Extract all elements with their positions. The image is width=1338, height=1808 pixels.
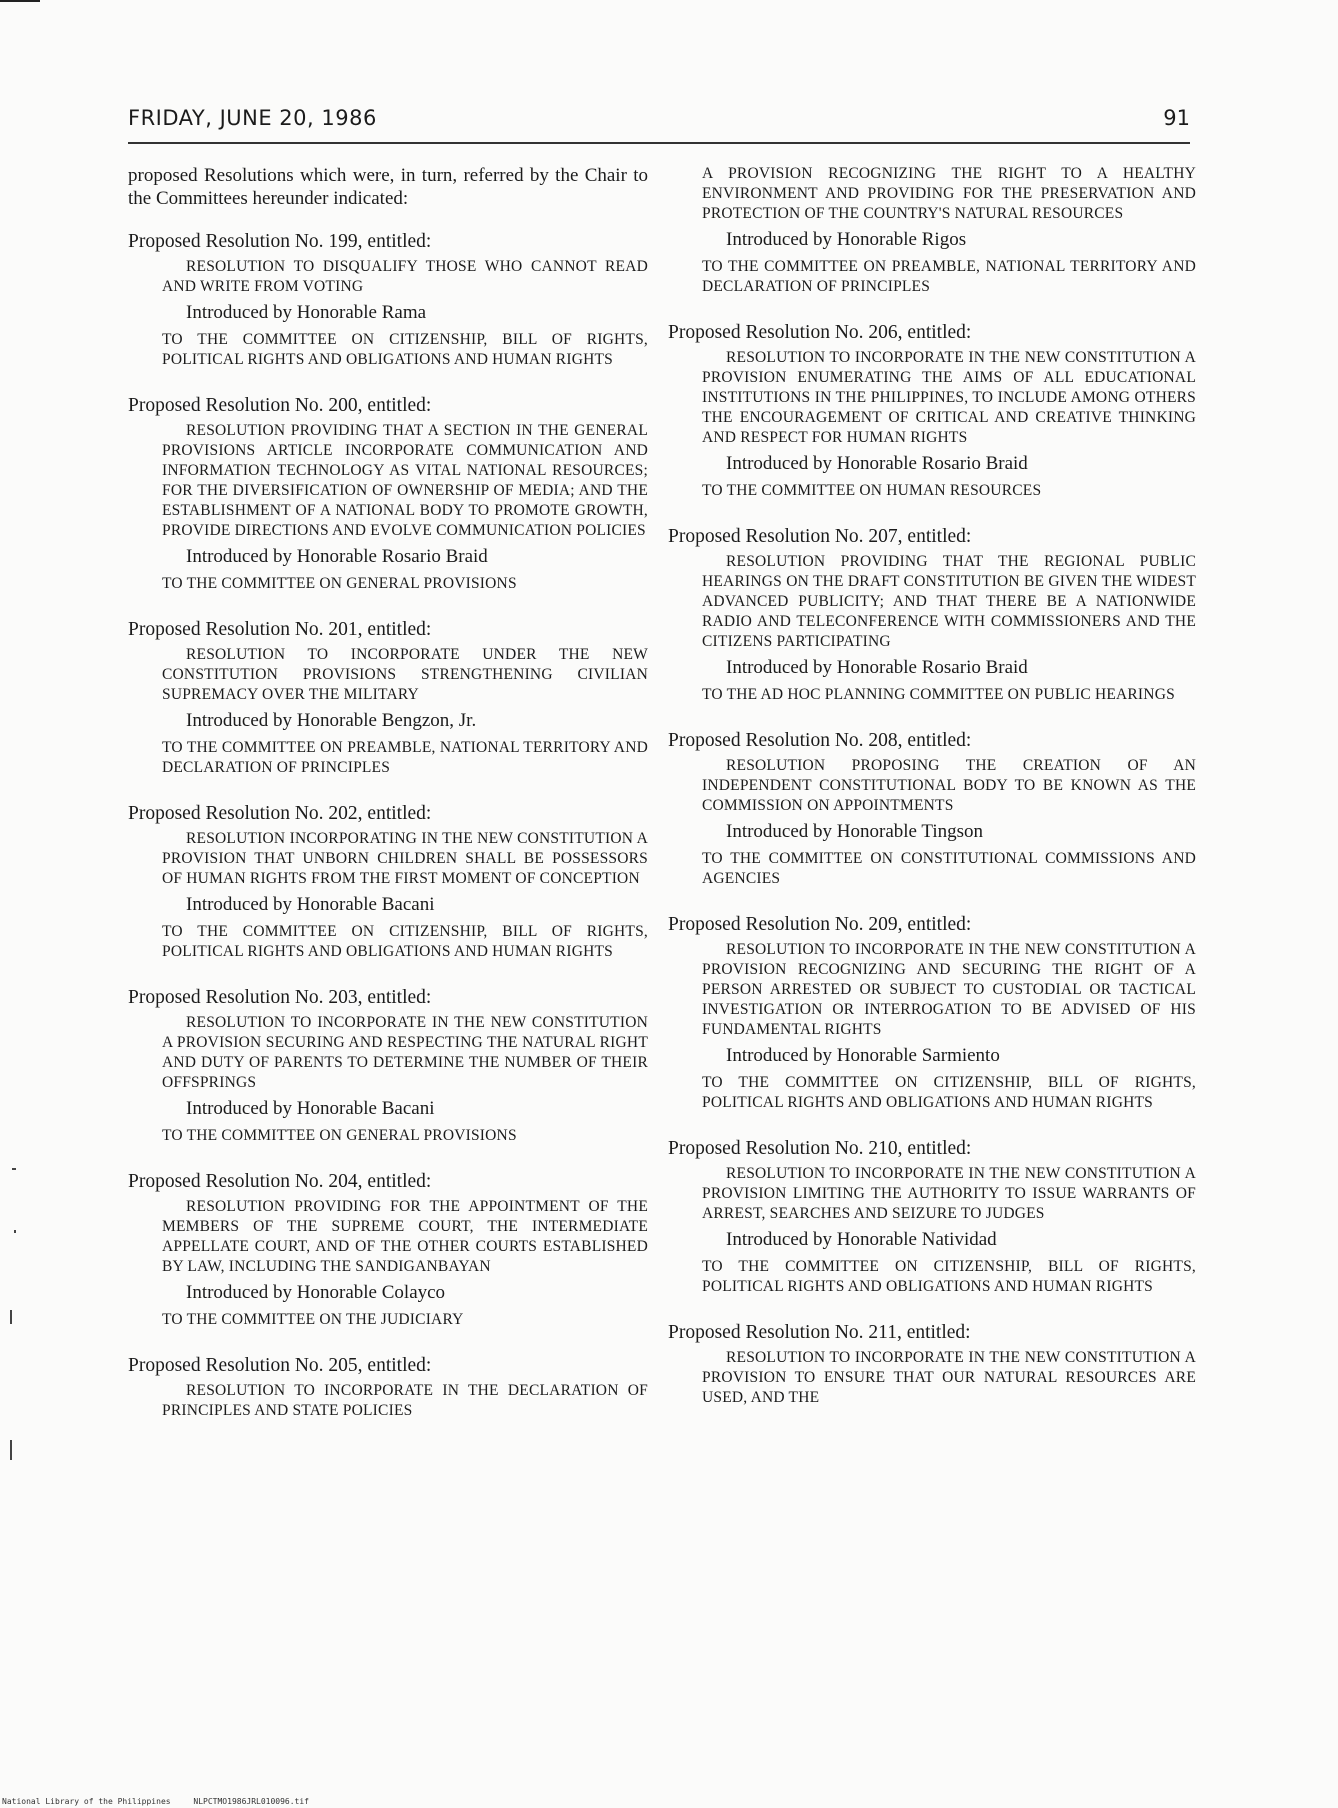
resolution-committee: TO THE COMMITTEE ON GENERAL PROVISIONS xyxy=(162,575,517,592)
scan-corner-mark xyxy=(0,0,40,2)
resolution-entry-204 xyxy=(128,1170,648,1330)
resolution-title: RESOLUTION TO INCORPORATE IN THE NEW CONSTITUTION A PROVISION ENUMERATING THE AIMS OF ALL EDUCATIONAL INSTITUTIONS IN THE PHILIPPINES, TO INCLUDE AMONG OTHERS THE ENCOURAGEMENT OF CRITICAL AND CREATIVE THINKING AND RESPECT FOR HUMAN RIGHTS xyxy=(702,349,1196,446)
resolution-title: RESOLUTION TO INCORPORATE IN THE DECLARATION OF PRINCIPLES AND STATE POLICIES xyxy=(162,1382,648,1419)
resolution-introducer: Introduced by Honorable Rosario Braid xyxy=(726,453,1028,474)
intro-paragraph: proposed Resolutions which were, in turn, referred by the Chair to the Committees hereunder indicated: xyxy=(128,165,648,209)
resolution-title: RESOLUTION TO INCORPORATE IN THE NEW CONSTITUTION A PROVISION SECURING AND RESPECTING THE NATURAL RIGHT AND DUTY OF PARENTS TO DETERMINE THE NUMBER OF THEIR OFFSPRINGS xyxy=(162,1014,648,1091)
resolution-introducer: Introduced by Honorable Bacani xyxy=(186,1098,435,1119)
scan-footer xyxy=(2,1797,327,1806)
resolution-introducer: Introduced by Honorable Colayco xyxy=(186,1282,446,1303)
resolution-heading: Proposed Resolution No. 199, entitled: xyxy=(128,231,432,252)
resolution-heading: Proposed Resolution No. 210, entitled: xyxy=(668,1138,972,1159)
resolution-committee: TO THE AD HOC PLANNING COMMITTEE ON PUBLIC HEARINGS xyxy=(702,686,1175,703)
resolution-title: RESOLUTION PROVIDING THAT A SECTION IN THE GENERAL PROVISIONS ARTICLE INCORPORATE COMMUNICATION AND INFORMATION TECHNOLOGY AS VITAL NATIONAL RESOURCES; FOR THE DIVERSIFICATION OF OWNERSHIP OF MEDIA; AND THE ESTABLISHMENT OF A NATIONAL BODY TO PROMOTE GROWTH, PROVIDE DIRECTIONS AND EVOLVE COMMUNICATION POLICIES xyxy=(162,422,648,539)
resolution-entry-207 xyxy=(668,525,1196,705)
resolution-entry-202 xyxy=(128,802,648,962)
resolution-introducer: Introduced by Honorable Rigos xyxy=(726,229,967,250)
page-header xyxy=(128,106,1190,142)
page-number: 91 xyxy=(1163,106,1190,130)
left-column xyxy=(128,164,648,1445)
resolution-entry-211 xyxy=(668,1321,1196,1408)
resolution-committee: TO THE COMMITTEE ON CITIZENSHIP, BILL OF RIGHTS, POLITICAL RIGHTS AND OBLIGATIONS AND HUMAN RIGHTS xyxy=(162,331,648,368)
resolution-introducer: Introduced by Honorable Sarmiento xyxy=(726,1045,1000,1066)
resolution-title-continued: A PROVISION RECOGNIZING THE RIGHT TO A HEALTHY ENVIRONMENT AND PROVIDING FOR THE PRESERVATION AND PROTECTION OF THE COUNTRY'S NATURAL RESOURCES xyxy=(702,165,1196,222)
scan-speck xyxy=(14,1230,16,1233)
resolution-title: RESOLUTION INCORPORATING IN THE NEW CONSTITUTION A PROVISION THAT UNBORN CHILDREN SHALL BE POSSESSORS OF HUMAN RIGHTS FROM THE FIRST MOMENT OF CONCEPTION xyxy=(162,830,648,887)
resolution-introducer: Introduced by Honorable Bengzon, Jr. xyxy=(186,710,477,731)
resolution-heading: Proposed Resolution No. 203, entitled: xyxy=(128,987,432,1008)
resolution-heading: Proposed Resolution No. 211, entitled: xyxy=(668,1322,971,1343)
resolution-title: RESOLUTION TO DISQUALIFY THOSE WHO CANNOT READ AND WRITE FROM VOTING xyxy=(162,258,648,295)
resolution-committee: TO THE COMMITTEE ON CONSTITUTIONAL COMMISSIONS AND AGENCIES xyxy=(702,850,1196,887)
resolution-title: RESOLUTION TO INCORPORATE UNDER THE NEW CONSTITUTION PROVISIONS STRENGTHENING CIVILIAN SUPREMACY OVER THE MILITARY xyxy=(162,646,648,703)
resolution-heading: Proposed Resolution No. 204, entitled: xyxy=(128,1171,432,1192)
resolution-introducer: Introduced by Honorable Natividad xyxy=(726,1229,997,1250)
resolution-entry-208 xyxy=(668,729,1196,889)
resolution-committee: TO THE COMMITTEE ON HUMAN RESOURCES xyxy=(702,482,1042,499)
resolution-entry-205-continued xyxy=(668,164,1196,297)
scan-speck xyxy=(12,1168,16,1170)
resolution-heading: Proposed Resolution No. 201, entitled: xyxy=(128,619,432,640)
resolution-introducer: Introduced by Honorable Rosario Braid xyxy=(186,546,488,567)
resolution-heading: Proposed Resolution No. 200, entitled: xyxy=(128,395,432,416)
resolution-heading: Proposed Resolution No. 205, entitled: xyxy=(128,1355,432,1376)
resolution-entry-205 xyxy=(128,1354,648,1421)
resolution-entry-201 xyxy=(128,618,648,778)
resolution-heading: Proposed Resolution No. 202, entitled: xyxy=(128,803,432,824)
resolution-title: RESOLUTION PROPOSING THE CREATION OF AN INDEPENDENT CONSTITUTIONAL BODY TO BE KNOWN AS THE COMMISSION ON APPOINTMENTS xyxy=(702,757,1196,814)
resolution-entry-203 xyxy=(128,986,648,1146)
header-date: FRIDAY, JUNE 20, 1986 xyxy=(128,106,377,130)
resolution-introducer: Introduced by Honorable Rama xyxy=(186,302,427,323)
resolution-committee: TO THE COMMITTEE ON CITIZENSHIP, BILL OF RIGHTS, POLITICAL RIGHTS AND OBLIGATIONS AND HUMAN RIGHTS xyxy=(702,1258,1196,1295)
resolution-heading: Proposed Resolution No. 208, entitled: xyxy=(668,730,972,751)
right-column xyxy=(668,164,1196,1432)
scan-speck xyxy=(10,1310,12,1324)
resolution-title: RESOLUTION PROVIDING THAT THE REGIONAL PUBLIC HEARINGS ON THE DRAFT CONSTITUTION BE GIVEN THE WIDEST ADVANCED PUBLICITY; AND THAT THERE BE A NATIONWIDE RADIO AND TELECONFERENCE WITH COMMISSIONERS AND THE CITIZENS PARTICIPATING xyxy=(702,553,1196,650)
scan-speck xyxy=(10,1440,12,1460)
resolution-committee: TO THE COMMITTEE ON PREAMBLE, NATIONAL TERRITORY AND DECLARATION OF PRINCIPLES xyxy=(702,258,1196,295)
resolution-committee: TO THE COMMITTEE ON CITIZENSHIP, BILL OF RIGHTS, POLITICAL RIGHTS AND OBLIGATIONS AND HUMAN RIGHTS xyxy=(702,1074,1196,1111)
resolution-committee: TO THE COMMITTEE ON PREAMBLE, NATIONAL TERRITORY AND DECLARATION OF PRINCIPLES xyxy=(162,739,648,776)
resolution-introducer: Introduced by Honorable Bacani xyxy=(186,894,435,915)
resolution-heading: Proposed Resolution No. 209, entitled: xyxy=(668,914,972,935)
resolution-title: RESOLUTION TO INCORPORATE IN THE NEW CONSTITUTION A PROVISION TO ENSURE THAT OUR NATURAL RESOURCES ARE USED, AND THE xyxy=(702,1349,1196,1406)
resolution-committee: TO THE COMMITTEE ON THE JUDICIARY xyxy=(162,1311,464,1328)
footer-library: National Library of the Philippines xyxy=(2,1797,171,1806)
resolution-entry-199 xyxy=(128,230,648,370)
resolution-heading: Proposed Resolution No. 206, entitled: xyxy=(668,322,972,343)
resolution-title: RESOLUTION TO INCORPORATE IN THE NEW CONSTITUTION A PROVISION LIMITING THE AUTHORITY TO ISSUE WARRANTS OF ARREST, SEARCHES AND SEIZURE TO JUDGES xyxy=(702,1165,1196,1222)
resolution-entry-210 xyxy=(668,1137,1196,1297)
resolution-entry-209 xyxy=(668,913,1196,1113)
resolution-title: RESOLUTION PROVIDING FOR THE APPOINTMENT OF THE MEMBERS OF THE SUPREME COURT, THE INTERMEDIATE APPELLATE COURT, AND OF THE OTHER COURTS ESTABLISHED BY LAW, INCLUDING THE SANDIGANBAYAN xyxy=(162,1198,648,1275)
resolution-introducer: Introduced by Honorable Rosario Braid xyxy=(726,657,1028,678)
resolution-introducer: Introduced by Honorable Tingson xyxy=(726,821,984,842)
resolution-entry-200 xyxy=(128,394,648,594)
resolution-entry-206 xyxy=(668,321,1196,501)
header-rule xyxy=(128,142,1190,144)
resolution-title: RESOLUTION TO INCORPORATE IN THE NEW CONSTITUTION A PROVISION RECOGNIZING AND SECURING THE RIGHT OF A PERSON ARRESTED OR SUBJECT TO CUSTODIAL OR TACTICAL INVESTIGATION OR INTERROGATION TO BE ADVISED OF HIS FUNDAMENTAL RIGHTS xyxy=(702,941,1196,1038)
resolution-committee: TO THE COMMITTEE ON GENERAL PROVISIONS xyxy=(162,1127,517,1144)
resolution-committee: TO THE COMMITTEE ON CITIZENSHIP, BILL OF RIGHTS, POLITICAL RIGHTS AND OBLIGATIONS AND HUMAN RIGHTS xyxy=(162,923,648,960)
resolution-heading: Proposed Resolution No. 207, entitled: xyxy=(668,526,972,547)
footer-file: NLPCTMO1986JRL010096.tif xyxy=(193,1797,309,1806)
